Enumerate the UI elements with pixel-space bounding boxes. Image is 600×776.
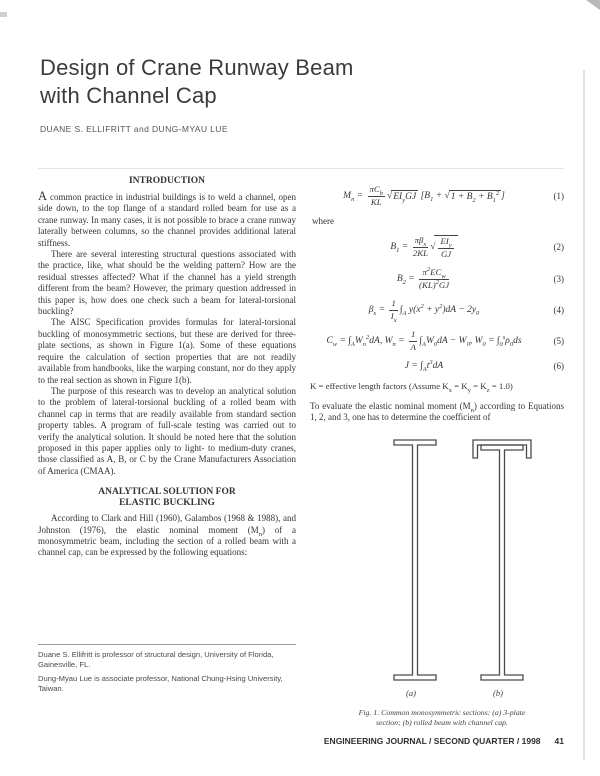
equation-6 xyxy=(310,358,564,373)
intro-paragraph-2: There are several interesting structural questions associated with the practice, like, what should be the welding pattern? How are the residual stresses affected? What if the channel has a yield strength different from the beam? However, the primary question addressed in this paper is, how does one check such a beam for lateral-torsional buckling? xyxy=(38,249,296,317)
equation-5 xyxy=(310,330,564,352)
page-footer xyxy=(324,736,564,746)
scan-edge-streak xyxy=(583,70,585,760)
analytical-paragraph: According to Clark and Hill (1960), Galambos (1968 & 1988), and Johnston (1976), the elastic nominal moment $(M_n)$ of a monosymmetric beam, including the section of a rolled beam with a channel cap, can be expressed by the following equations: xyxy=(38,513,296,558)
header-rule xyxy=(38,168,564,169)
where-label: where xyxy=(312,216,334,226)
equation-1 xyxy=(310,185,564,207)
analytical-heading-line2: ELASTIC BUCKLING xyxy=(119,498,215,509)
figure-label-a: (a) xyxy=(406,688,416,698)
channel-cap-drawing xyxy=(473,440,531,458)
equation-3-number: (3) xyxy=(553,274,564,284)
equation-2 xyxy=(310,235,564,259)
scan-artifact-corner xyxy=(586,0,600,10)
equation-6-body: $J = \int_At^3dA$ xyxy=(404,358,444,373)
equation-1-body: $M_n$ = $\frac{\pi C_b}{KL}$ √ $EI_yGJ$ [$B_1$ + √ $1 + B_2 + B_1^2$ ] xyxy=(343,184,505,207)
equation-1-number: (1) xyxy=(553,191,564,201)
equation-5-body: $C_w = \int_AW_n^2dA$, $W_n$ = $\frac{1}{A}$ $\int_AW_0dA - W_0$, $W_0 = \int_0^s\rho_0ds$ xyxy=(326,329,522,352)
closing-paragraph: To evaluate the elastic nominal moment $(M_n)$ according to Equations 1, 2, and 3, one has to determine the coefficient of xyxy=(310,401,564,423)
page-number: 41 xyxy=(554,736,564,746)
paper-title-line2: with Channel Cap xyxy=(40,83,217,108)
beam-a-drawing xyxy=(394,440,436,680)
intro-paragraph-1: A common practice in industrial buildings is to weld a channel, open side down, to the top flange of a standard rolled beam for use as a crane runway. In many cases, it is not possible to brace a crane runway laterally between columns, so the channel provides additional lateral stiffness. xyxy=(38,189,296,248)
effective-length-note: K = effective length factors (Assume $K_x = K_y = K_z = 1.0$) xyxy=(310,381,513,394)
analytical-heading-line1: ANALYTICAL SOLUTION FOR xyxy=(98,487,236,498)
figure-caption-line2: section; (b) rolled beam with channel cap. xyxy=(375,717,508,727)
equation-3 xyxy=(310,268,564,290)
equation-2-body: $B_1$ = $\frac{\pi\beta_x}{2KL}$ √ $\frac{EI_y}{GJ}$ xyxy=(310,235,538,259)
equation-6-number: (6) xyxy=(553,361,564,371)
paper-title xyxy=(40,54,354,110)
footnote-lue: Dung-Myau Lue is associate professor, National Chung-Hsing University, Taiwan. xyxy=(38,674,283,693)
intro-paragraph-3: The AISC Specification provides formulas for lateral-torsional buckling of monosymmetric sections, but these are derived for three-plate sections, as shown in Figure 1(a). Some of these equations require the calculation of section properties that are not readily available from handbooks, like the warping constant, nor do they apply to the real section as shown in Figure 1(b). xyxy=(38,317,296,385)
figure-caption xyxy=(330,708,554,727)
beam-sections-drawing xyxy=(310,438,564,684)
journal-name: ENGINEERING JOURNAL / SECOND QUARTER / 1998 xyxy=(323,736,541,746)
equation-3-body: $B_2$ = $\frac{\pi^2EC_w}{(KL)^2GJ}$ xyxy=(396,266,450,290)
footnote-ellifritt: Duane S. Ellifritt is professor of structural design, University of Florida, Gainesville, FL. xyxy=(38,650,274,669)
intro-paragraph-4: The purpose of this research was to develop an analytical solution to the problem of lateral-torsional buckling of a rolled beam with channel cap in terms that are readily available from standard section property tables. A program of full-scale testing was carried out to verify the analytical solution. It should be noted here that the solution proposed in this paper applies only to light- to medium-duty cranes, those classified as A, B, or C by the Crane Manufacturers Association of America (CMAA). xyxy=(38,385,296,476)
beam-b-drawing xyxy=(481,445,523,680)
figure-label-b: (b) xyxy=(493,688,503,698)
equation-2-number: (2) xyxy=(553,242,564,252)
intro-heading: INTRODUCTION xyxy=(128,176,205,186)
equation-4-body: $\beta_x$ = $\frac{1}{I_x}$ $\int_A$ $y(x^2 + y^2)dA - 2y_0$ xyxy=(368,298,480,324)
author-footnotes xyxy=(38,644,296,698)
figure-caption-line1: Fig. 1. Common monosymmetric sections: (a) 3-plate xyxy=(358,708,526,717)
equation-4-number: (4) xyxy=(553,305,564,315)
right-column xyxy=(310,176,564,433)
figure-1 xyxy=(310,438,564,706)
paper-title-line1: Design of Crane Runway Beam xyxy=(40,55,354,80)
scan-artifact-edge xyxy=(0,12,7,17)
equation-5-number: (5) xyxy=(553,336,564,346)
paper-authors: DUANE S. ELLIFRITT and DUNG-MYAU LUE xyxy=(40,124,228,134)
equation-4 xyxy=(310,298,564,324)
left-column xyxy=(38,176,296,640)
